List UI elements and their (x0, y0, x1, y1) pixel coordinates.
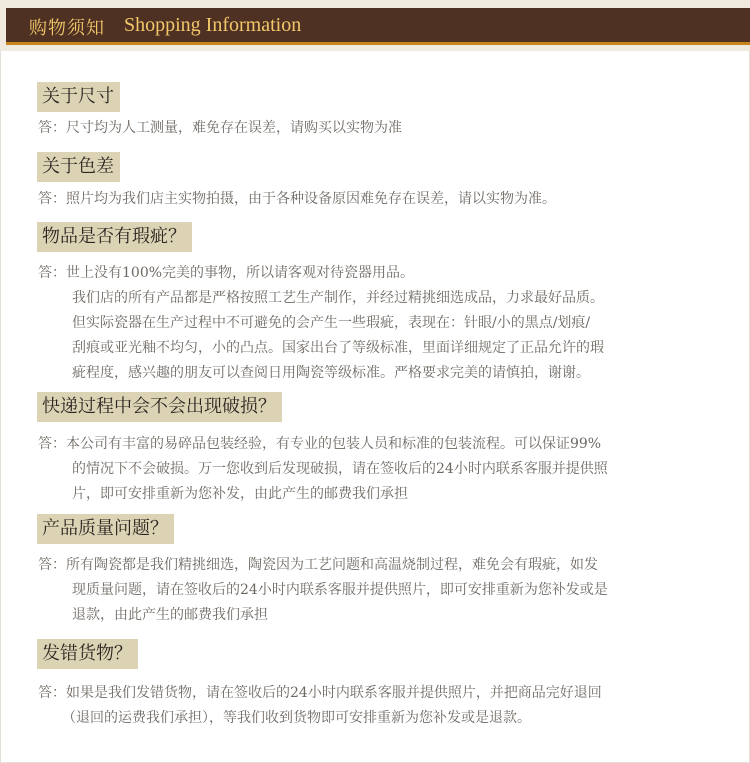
section-answer-quality (38, 553, 688, 628)
section-title-shipping-damage: 快递过程中会不会出现破损？ (37, 392, 282, 422)
answer-line: 但实际瓷器在生产过程中不可避免的会产生一些瑕疵，表现在：针眼/小的黑点/划痕/ (72, 315, 591, 331)
section-answer-color (38, 187, 688, 212)
section-title-quality: 产品质量问题？ (37, 514, 174, 544)
answer-line: 的情况下不会破损。万一您收到后发现破损，请在签收后的24小时内联系客服并提供照 (72, 461, 608, 477)
section-title-defects: 物品是否有瑕疵？ (37, 222, 192, 252)
answer-line: （退回的运费我们承担），等我们收到货物即可安排重新为您补发或是退款。 (62, 710, 531, 726)
header-band (6, 8, 750, 45)
answer-line: 答：世上没有100%完美的事物，所以请客观对待瓷器用品。 (38, 265, 415, 281)
answer-line: 刮痕或亚光釉不均匀，小的凸点。国家出台了等级标准，里面详细规定了正品允许的瑕 (72, 340, 604, 356)
answer-line: 答：所有陶瓷都是我们精挑细选，陶瓷因为工艺问题和高温烧制过程，难免会有瑕疵，如发 (38, 557, 598, 573)
section-title-color: 关于色差 (37, 152, 120, 182)
answer-line: 片，即可安排重新为您补发，由此产生的邮费我们承担 (72, 486, 408, 502)
section-title-size: 关于尺寸 (37, 82, 120, 112)
header (0, 0, 750, 51)
section-answer-size (38, 116, 688, 141)
answer-line: 退款，由此产生的邮费我们承担 (72, 607, 268, 623)
section-answer-defects (38, 261, 688, 386)
answer-line: 现质量问题，请在签收后的24小时内联系客服并提供照片，即可安排重新为您补发或是 (72, 582, 608, 598)
answer-line: 答：如果是我们发错货物，请在签收后的24小时内联系客服并提供照片，并把商品完好退回 (38, 685, 602, 701)
answer-line: 疵程度，感兴趣的朋友可以查阅日用陶瓷等级标准。严格要求完美的请慎拍，谢谢。 (72, 365, 590, 381)
header-title-en: Shopping Information (124, 14, 302, 36)
answer-line: 答：本公司有丰富的易碎品包装经验，有专业的包装人员和标准的包装流程。可以保证99% (38, 436, 602, 452)
header-title-cn: 购物须知 (29, 18, 105, 39)
section-answer-shipping-damage (38, 432, 688, 507)
section-answer-wrong-item (38, 681, 688, 731)
answer-line: 答：照片均为我们店主实物拍摄，由于各种设备原因难免存在误差，请以实物为准。 (38, 191, 556, 207)
answer-line: 答：尺寸均为人工测量，难免存在误差，请购买以实物为准 (38, 120, 402, 136)
section-title-wrong-item: 发错货物？ (37, 639, 138, 669)
answer-line: 我们店的所有产品都是严格按照工艺生产制作，并经过精挑细选成品，力求最好品质。 (72, 290, 604, 306)
